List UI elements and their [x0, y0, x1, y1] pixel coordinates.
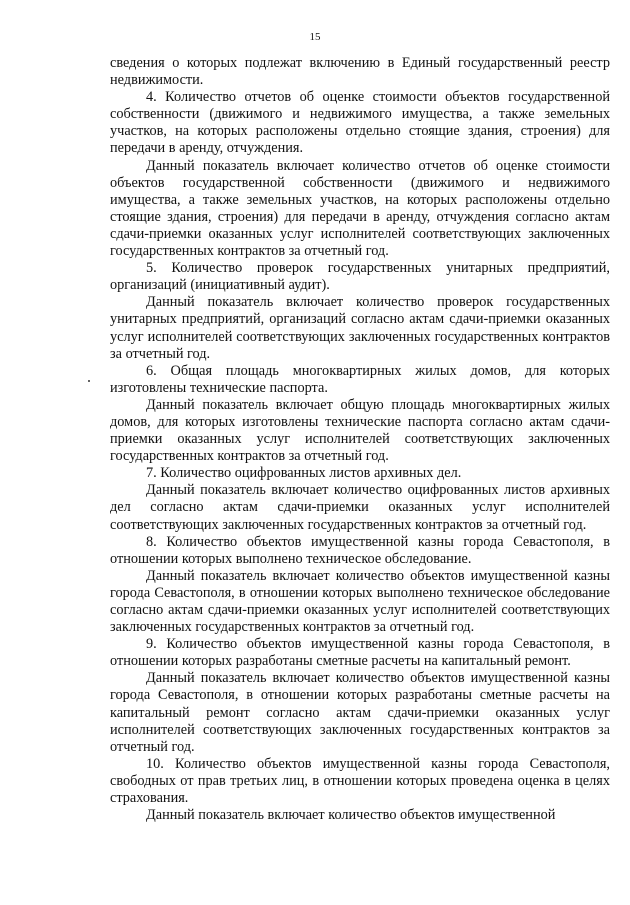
page-number: 15 — [309, 31, 321, 43]
paragraph-9: Данный показатель включает количество оцифрованных листов архивных дел согласно актам сдачи-приемки оказанных услуг исполнителей соответствующих заключенных государственных контрактов за отчетный год. — [110, 482, 610, 533]
paragraph-6: 6. Общая площадь многоквартирных жилых домов, для которых изготовлены технические паспорта. — [110, 362, 610, 396]
paragraph-11: Данный показатель включает количество объектов имущественной казны города Севастополя, в отношении которых выполнено техническое обследование согласно актам сдачи-приемки оказанных услуг исполнителей соответствующих заключенных государственных контрактов за отчетный год. — [110, 567, 610, 636]
paragraph-3: Данный показатель включает количество отчетов об оценке стоимости объектов государственной собственности (движимого и недвижимого имущества, а также земельных участков, на которых расположены отдельно стоящие здания, строения) для передачи в аренду, отчуждения согласно актам сдачи-приемки оказанных услуг исполнителей соответствующих заключенных государственных контрактов за отчетный год. — [110, 157, 610, 260]
paragraph-14: 10. Количество объектов имущественной казны города Севастополя, свободных от прав третьих лиц, в отношении которых проведена оценка в целях страхования. — [110, 755, 610, 807]
stray-dot-mark — [88, 380, 90, 382]
paragraph-7: Данный показатель включает общую площадь многоквартирных жилых домов, для которых изготовлены технические паспорта согласно актам сдачи-приемки оказанных услуг исполнителей соответствующих заключенных государственных контрактов за отчетный год. — [110, 396, 610, 465]
document-body — [110, 55, 610, 824]
paragraph-1: сведения о которых подлежат включению в Единый государственный реестр недвижимости. — [110, 55, 610, 89]
paragraph-8: 7. Количество оцифрованных листов архивных дел. — [146, 465, 462, 482]
paragraph-4: 5. Количество проверок государственных унитарных предприятий, организаций (инициативный аудит). — [110, 260, 610, 294]
paragraph-5: Данный показатель включает количество проверок государственных унитарных предприятий, организаций согласно актам сдачи-приемки оказанных услуг исполнителей соответствующих заключенных государственных контрактов за отчетный год. — [110, 294, 610, 362]
paragraph-12: 9. Количество объектов имущественной казны города Севастополя, в отношении которых разработаны сметные расчеты на капитальный ремонт. — [110, 636, 610, 670]
paragraph-10: 8. Количество объектов имущественной казны города Севастополя, в отношении которых выполнено техническое обследование. — [110, 533, 610, 567]
paragraph-15: Данный показатель включает количество объектов имущественной — [146, 807, 556, 824]
paragraph-13: Данный показатель включает количество объектов имущественной казны города Севастополя, в отношении которых разработаны сметные расчеты на капитальный ремонт согласно актам сдачи-приемки оказанных услуг исполнителей соответствующих заключенных государственных контрактов за отчетный год. — [110, 670, 610, 755]
paragraph-2: 4. Количество отчетов об оценке стоимости объектов государственной собственности (движимого и недвижимого имущества, а также земельных участков, на которых расположены отдельно стоящие здания, строения) для передачи в аренду, отчуждения. — [110, 89, 610, 157]
